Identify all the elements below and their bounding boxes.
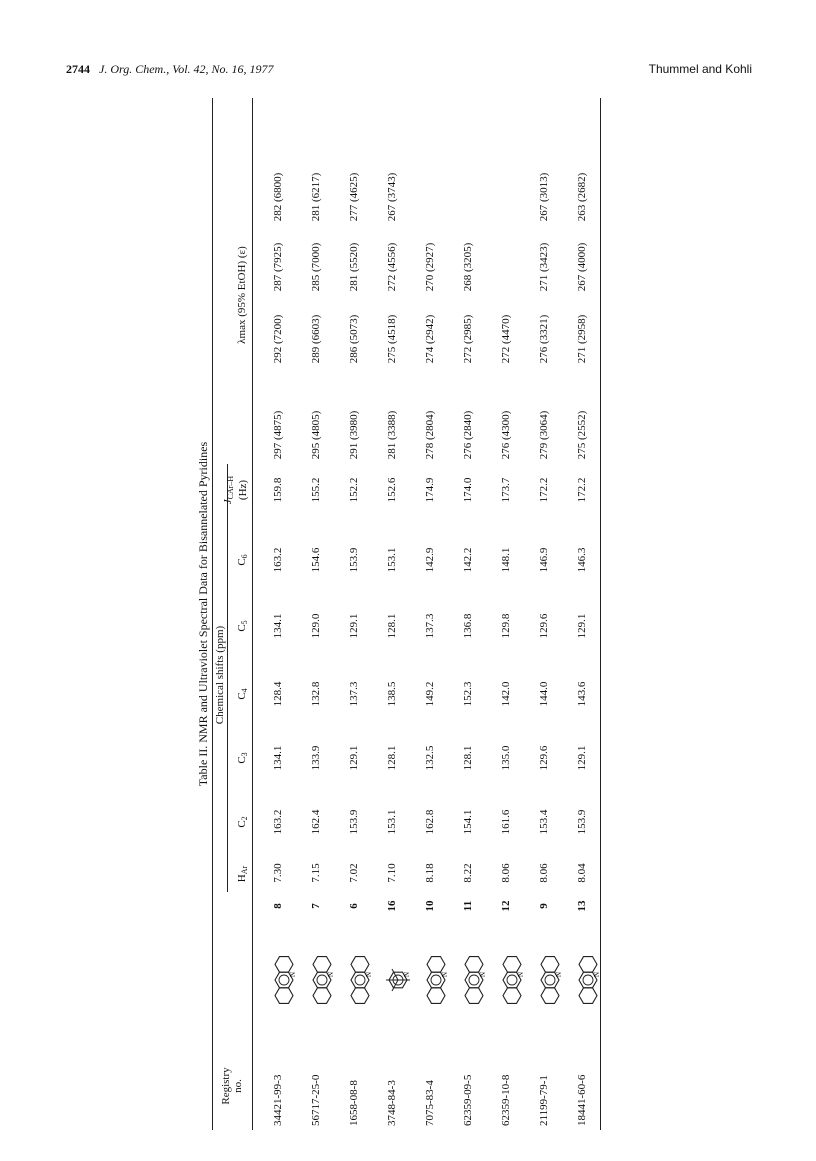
header-registry (220, 1046, 244, 1126)
uv-absorption-value: 272 (4556) (386, 242, 398, 292)
header-uv: λmax (95% EtOH) (ε) (236, 246, 248, 344)
c5-value: 129.1 (348, 613, 360, 639)
jcoupling-value: 172.2 (576, 477, 588, 503)
har-value: 8.06 (500, 863, 512, 883)
c3-value: 129.1 (576, 745, 588, 771)
c6-value: 148.1 (500, 547, 512, 573)
c2-value: 161.6 (500, 809, 512, 835)
header-c6-sub: 6 (240, 554, 249, 559)
c5-value: 129.8 (500, 613, 512, 639)
rotated-table (196, 98, 604, 1130)
c5-value: 129.1 (576, 613, 588, 639)
c4-value: 137.3 (348, 681, 360, 707)
nitrogen-label: N (441, 971, 449, 977)
header-c2-main: C (236, 820, 248, 828)
registry-number: 62359-10-8 (500, 1074, 512, 1126)
c2-value: 163.2 (272, 809, 284, 835)
uv-absorption-value: 275 (4518) (386, 314, 398, 364)
jcoupling-value: 152.6 (386, 477, 398, 503)
jcoupling-value: 159.8 (272, 477, 284, 503)
table-top-rule (212, 98, 213, 1130)
c6-value: 153.9 (348, 547, 360, 573)
uv-absorption-value: 270 (2927) (424, 242, 436, 292)
c5-value: 137.3 (424, 613, 436, 639)
header-c6 (236, 540, 251, 580)
registry-number: 7075-83-4 (424, 1080, 436, 1126)
c4-value: 138.5 (386, 681, 398, 707)
compound-number: 9 (538, 903, 550, 909)
registry-number: 56717-25-0 (310, 1074, 322, 1126)
c5-value: 129.0 (310, 613, 322, 639)
registry-number: 3748-84-3 (386, 1080, 398, 1126)
header-jcoupling (222, 462, 249, 518)
har-value: 8.06 (538, 863, 550, 883)
nitrogen-label: N (365, 971, 373, 977)
c6-value: 142.9 (424, 547, 436, 573)
har-value: 8.18 (424, 863, 436, 883)
journal-citation: J. Org. Chem., Vol. 42, No. 16, 1977 (99, 62, 274, 76)
header-har-main: H (236, 874, 248, 883)
compound-number: 6 (348, 903, 360, 909)
nitrogen-label: N (517, 971, 525, 977)
c3-value: 128.1 (386, 745, 398, 771)
c6-value: 154.6 (310, 547, 322, 573)
uv-absorption-value: 271 (2958) (576, 314, 588, 364)
nitrogen-label: N (327, 971, 335, 977)
c2-value: 162.4 (310, 809, 322, 835)
c5-value: 134.1 (272, 613, 284, 639)
jcoupling-value: 172.2 (538, 477, 550, 503)
c5-value: 136.8 (462, 613, 474, 639)
uv-absorption-value: 281 (5520) (348, 242, 360, 292)
uv-absorption-value: 281 (6217) (310, 172, 322, 222)
uv-absorption-value: 282 (6800) (272, 172, 284, 222)
c4-value: 144.0 (538, 681, 550, 707)
registry-number: 34421-99-3 (272, 1074, 284, 1126)
c3-value: 135.0 (500, 745, 512, 771)
uv-absorption-value: 272 (2985) (462, 314, 474, 364)
uv-absorption-value: 287 (7925) (272, 242, 284, 292)
nitrogen-label: N (403, 971, 411, 977)
har-value: 7.15 (310, 863, 322, 883)
uv-absorption-value: 277 (4625) (348, 172, 360, 222)
c4-value: 132.8 (310, 681, 322, 707)
c4-value: 142.0 (500, 681, 512, 707)
c5-value: 128.1 (386, 613, 398, 639)
header-registry-line2: no. (232, 1079, 244, 1093)
header-c3 (236, 738, 251, 778)
c2-value: 154.1 (462, 809, 474, 835)
uv-absorption-value: 272 (4470) (500, 314, 512, 364)
c4-value: 152.3 (462, 681, 474, 707)
header-har (236, 854, 251, 894)
c4-value: 143.6 (576, 681, 588, 707)
page-header-authors: Thummel and Kohli (648, 62, 752, 76)
header-c5-sub: 5 (240, 620, 249, 625)
header-har-sub: Ar (240, 865, 249, 875)
uv-absorption-value: 267 (3013) (538, 172, 550, 222)
uv-absorption-value: 279 (3064) (538, 410, 550, 460)
c2-value: 153.4 (538, 809, 550, 835)
c4-value: 149.2 (424, 681, 436, 707)
har-value: 7.10 (386, 863, 398, 883)
compound-number: 8 (272, 903, 284, 909)
uv-absorption-value: 268 (3205) (462, 242, 474, 292)
uv-absorption-value: 271 (3423) (538, 242, 550, 292)
nitrogen-label: N (593, 971, 601, 977)
c2-value: 153.1 (386, 809, 398, 835)
nitrogen-label: N (289, 971, 297, 977)
c3-value: 134.1 (272, 745, 284, 771)
uv-absorption-value: 297 (4875) (272, 410, 284, 460)
header-j-unit: (Hz) (237, 479, 249, 501)
uv-absorption-value: 278 (2804) (424, 410, 436, 460)
jcoupling-value: 174.0 (462, 477, 474, 503)
har-value: 8.04 (576, 863, 588, 883)
c2-value: 153.9 (576, 809, 588, 835)
uv-absorption-value: 291 (3980) (348, 410, 360, 460)
header-c5-main: C (236, 624, 248, 632)
uv-absorption-value: 275 (2552) (576, 410, 588, 460)
header-j-sub: CAr–H (226, 475, 235, 500)
header-c4 (236, 674, 251, 714)
c6-value: 142.2 (462, 547, 474, 573)
table-caption: Table II. NMR and Ultraviolet Spectral Data for Bisannelated Pyridines (196, 441, 210, 787)
registry-number: 62359-09-5 (462, 1074, 474, 1126)
jcoupling-value: 155.2 (310, 477, 322, 503)
c6-value: 146.9 (538, 547, 550, 573)
har-value: 7.30 (272, 863, 284, 883)
nitrogen-label: N (555, 971, 563, 977)
page-number: 2744 (66, 62, 90, 76)
uv-absorption-value: 295 (4805) (310, 410, 322, 460)
header-j-main: J (222, 499, 234, 505)
c4-value: 128.4 (272, 681, 284, 707)
c3-value: 129.1 (348, 745, 360, 771)
compound-number: 12 (500, 900, 512, 912)
header-registry-line1: Registry (220, 1067, 232, 1105)
header-chemical-shifts: Chemical shifts (ppm) (214, 625, 226, 725)
registry-number: 21199-79-1 (538, 1075, 550, 1126)
compound-number: 11 (462, 900, 474, 912)
header-c5 (236, 606, 251, 646)
c3-value: 128.1 (462, 745, 474, 771)
registry-number: 18441-60-6 (576, 1074, 588, 1126)
uv-absorption-value: 267 (3743) (386, 172, 398, 222)
compound-number: 13 (576, 900, 588, 912)
c6-value: 163.2 (272, 547, 284, 573)
c3-value: 129.6 (538, 745, 550, 771)
uv-absorption-value: 292 (7200) (272, 314, 284, 364)
har-value: 8.22 (462, 863, 474, 883)
uv-absorption-value: 276 (4300) (500, 410, 512, 460)
header-bottom-rule (252, 98, 253, 1130)
c2-value: 162.8 (424, 809, 436, 835)
registry-number: 1658-08-8 (348, 1080, 360, 1126)
page-header-left (66, 62, 274, 77)
compound-number: 10 (424, 900, 436, 912)
c6-value: 146.3 (576, 547, 588, 573)
header-c4-sub: 4 (240, 688, 249, 693)
c5-value: 129.6 (538, 613, 550, 639)
jcoupling-value: 173.7 (500, 477, 512, 503)
header-c2 (236, 802, 251, 842)
header-c3-main: C (236, 756, 248, 764)
jcoupling-value: 174.9 (424, 477, 436, 503)
uv-absorption-value: 285 (7000) (310, 242, 322, 292)
c6-value: 153.1 (386, 547, 398, 573)
uv-absorption-value: 286 (5073) (348, 314, 360, 364)
uv-absorption-value: 274 (2942) (424, 314, 436, 364)
uv-absorption-value: 276 (2840) (462, 410, 474, 460)
c2-value: 153.9 (348, 809, 360, 835)
pyridine-structure-icon (564, 950, 612, 1010)
uv-absorption-value: 281 (3388) (386, 410, 398, 460)
har-value: 7.02 (348, 863, 360, 883)
uv-absorption-value: 267 (4000) (576, 242, 588, 292)
c3-value: 132.5 (424, 745, 436, 771)
uv-absorption-value: 263 (2682) (576, 172, 588, 222)
group-underline (227, 464, 228, 892)
header-c4-main: C (236, 692, 248, 700)
table-bottom-rule (600, 98, 601, 1130)
header-c6-main: C (236, 558, 248, 566)
compound-number: 7 (310, 903, 322, 909)
header-c2-sub: 2 (240, 816, 249, 821)
header-c3-sub: 3 (240, 752, 249, 757)
uv-absorption-value: 276 (3321) (538, 314, 550, 364)
jcoupling-value: 152.2 (348, 477, 360, 503)
nitrogen-label: N (479, 971, 487, 977)
c3-value: 133.9 (310, 745, 322, 771)
uv-absorption-value: 289 (6603) (310, 314, 322, 364)
compound-number: 16 (386, 900, 398, 912)
